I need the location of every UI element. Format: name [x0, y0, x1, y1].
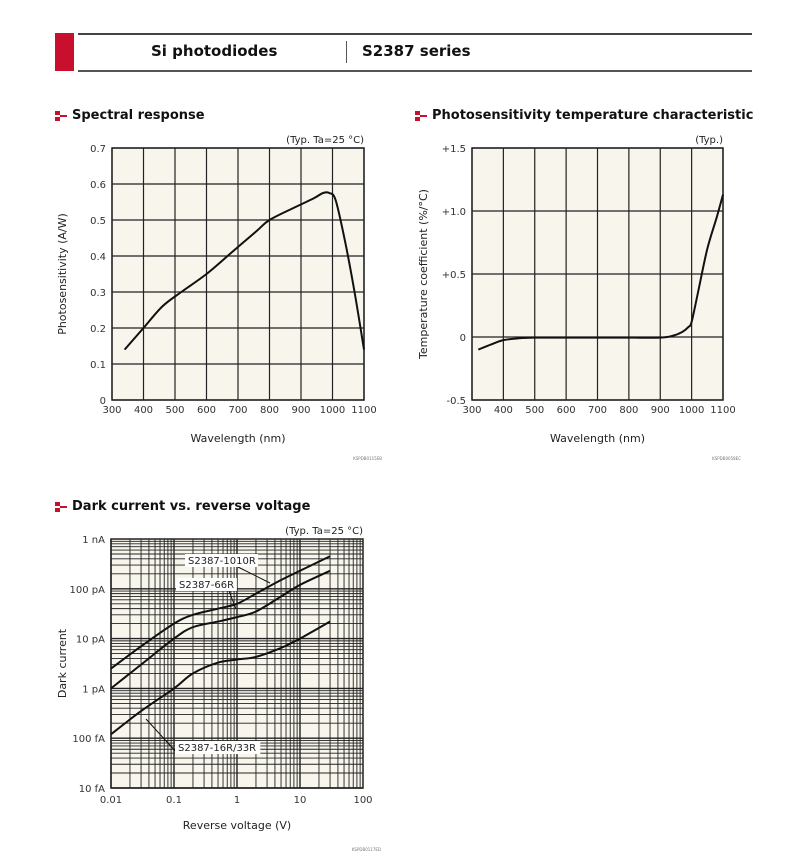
figure-code: KSPDB0117ED	[351, 847, 381, 852]
chart-condition-note: (Typ. Ta=25 °C)	[285, 526, 363, 537]
x-tick-label: 800	[619, 405, 639, 416]
x-tick-label: 100	[353, 795, 373, 806]
y-tick-label: 0.4	[90, 252, 106, 263]
series-label: S2387-1010R	[188, 556, 256, 567]
x-tick-label: 900	[291, 405, 311, 416]
x-tick-label: 600	[196, 405, 217, 416]
x-axis-label: Wavelength (nm)	[549, 432, 646, 445]
y-axis-label: Dark current	[56, 628, 69, 699]
series-label: S2387-66R	[179, 580, 235, 591]
y-tick-label: +1.5	[441, 144, 466, 155]
y-tick-label: 0.2	[90, 324, 106, 335]
x-axis-label: Wavelength (nm)	[190, 432, 286, 445]
y-tick-label: 10 fA	[78, 784, 105, 795]
chart-condition-note: (Typ.)	[695, 135, 723, 146]
x-tick-label: 900	[650, 405, 670, 416]
header-series-name: S2387 series	[362, 42, 471, 60]
chart-title: Spectral response	[72, 108, 205, 123]
x-tick-label: 700	[587, 405, 608, 416]
x-tick-label: 1000	[678, 405, 705, 416]
x-tick-label: 700	[228, 405, 248, 416]
y-tick-label: -0.5	[446, 396, 466, 407]
x-tick-label: 0.1	[166, 795, 182, 806]
y-tick-label: 100 fA	[72, 734, 105, 746]
y-tick-label: 0.6	[90, 180, 106, 191]
y-tick-label: 100 pA	[69, 584, 105, 596]
x-tick-label: 0.01	[99, 795, 123, 806]
x-tick-label: 1	[233, 795, 241, 806]
y-tick-label: +0.5	[441, 270, 466, 281]
y-tick-label: 0	[459, 333, 466, 344]
x-tick-label: 10	[293, 795, 307, 806]
y-tick-label: 1 nA	[82, 535, 105, 546]
y-tick-label: 1 pA	[82, 684, 105, 696]
x-tick-label: 400	[133, 405, 154, 416]
y-tick-label: 0.3	[90, 288, 106, 299]
y-tick-label: +1.0	[441, 207, 466, 218]
x-tick-label: 600	[556, 405, 576, 416]
y-tick-label: 10 pA	[75, 634, 105, 646]
y-tick-label: 0.1	[90, 360, 106, 371]
x-tick-label: 300	[102, 405, 122, 416]
x-tick-label: 1100	[351, 405, 377, 416]
x-tick-label: 400	[493, 405, 513, 416]
y-axis-label: Photosensitivity (A/W)	[56, 213, 69, 335]
series-label: S2387-16R/33R	[178, 743, 257, 754]
y-tick-label: 0.5	[90, 216, 106, 227]
x-tick-label: 800	[259, 405, 280, 416]
header-product-category: Si photodiodes	[151, 42, 278, 60]
y-axis-label: Temperature coefficient (%/°C)	[417, 189, 430, 359]
x-tick-label: 500	[525, 405, 545, 416]
chart-condition-note: (Typ. Ta=25 °C)	[286, 135, 364, 146]
x-tick-label: 1000	[319, 405, 346, 416]
y-tick-label: 0	[99, 396, 106, 407]
chart-title: Dark current vs. reverse voltage	[72, 499, 311, 514]
x-axis-label: Reverse voltage (V)	[182, 819, 292, 832]
y-tick-label: 0.7	[90, 144, 106, 155]
figure-code: KSPDB0115EB	[353, 456, 382, 461]
x-tick-label: 500	[165, 405, 185, 416]
figure-code: KSPDB0058EC	[712, 456, 741, 461]
chart-title: Photosensitivity temperature characteristic	[432, 108, 754, 123]
x-tick-label: 1100	[710, 405, 736, 416]
x-tick-label: 300	[462, 405, 482, 416]
